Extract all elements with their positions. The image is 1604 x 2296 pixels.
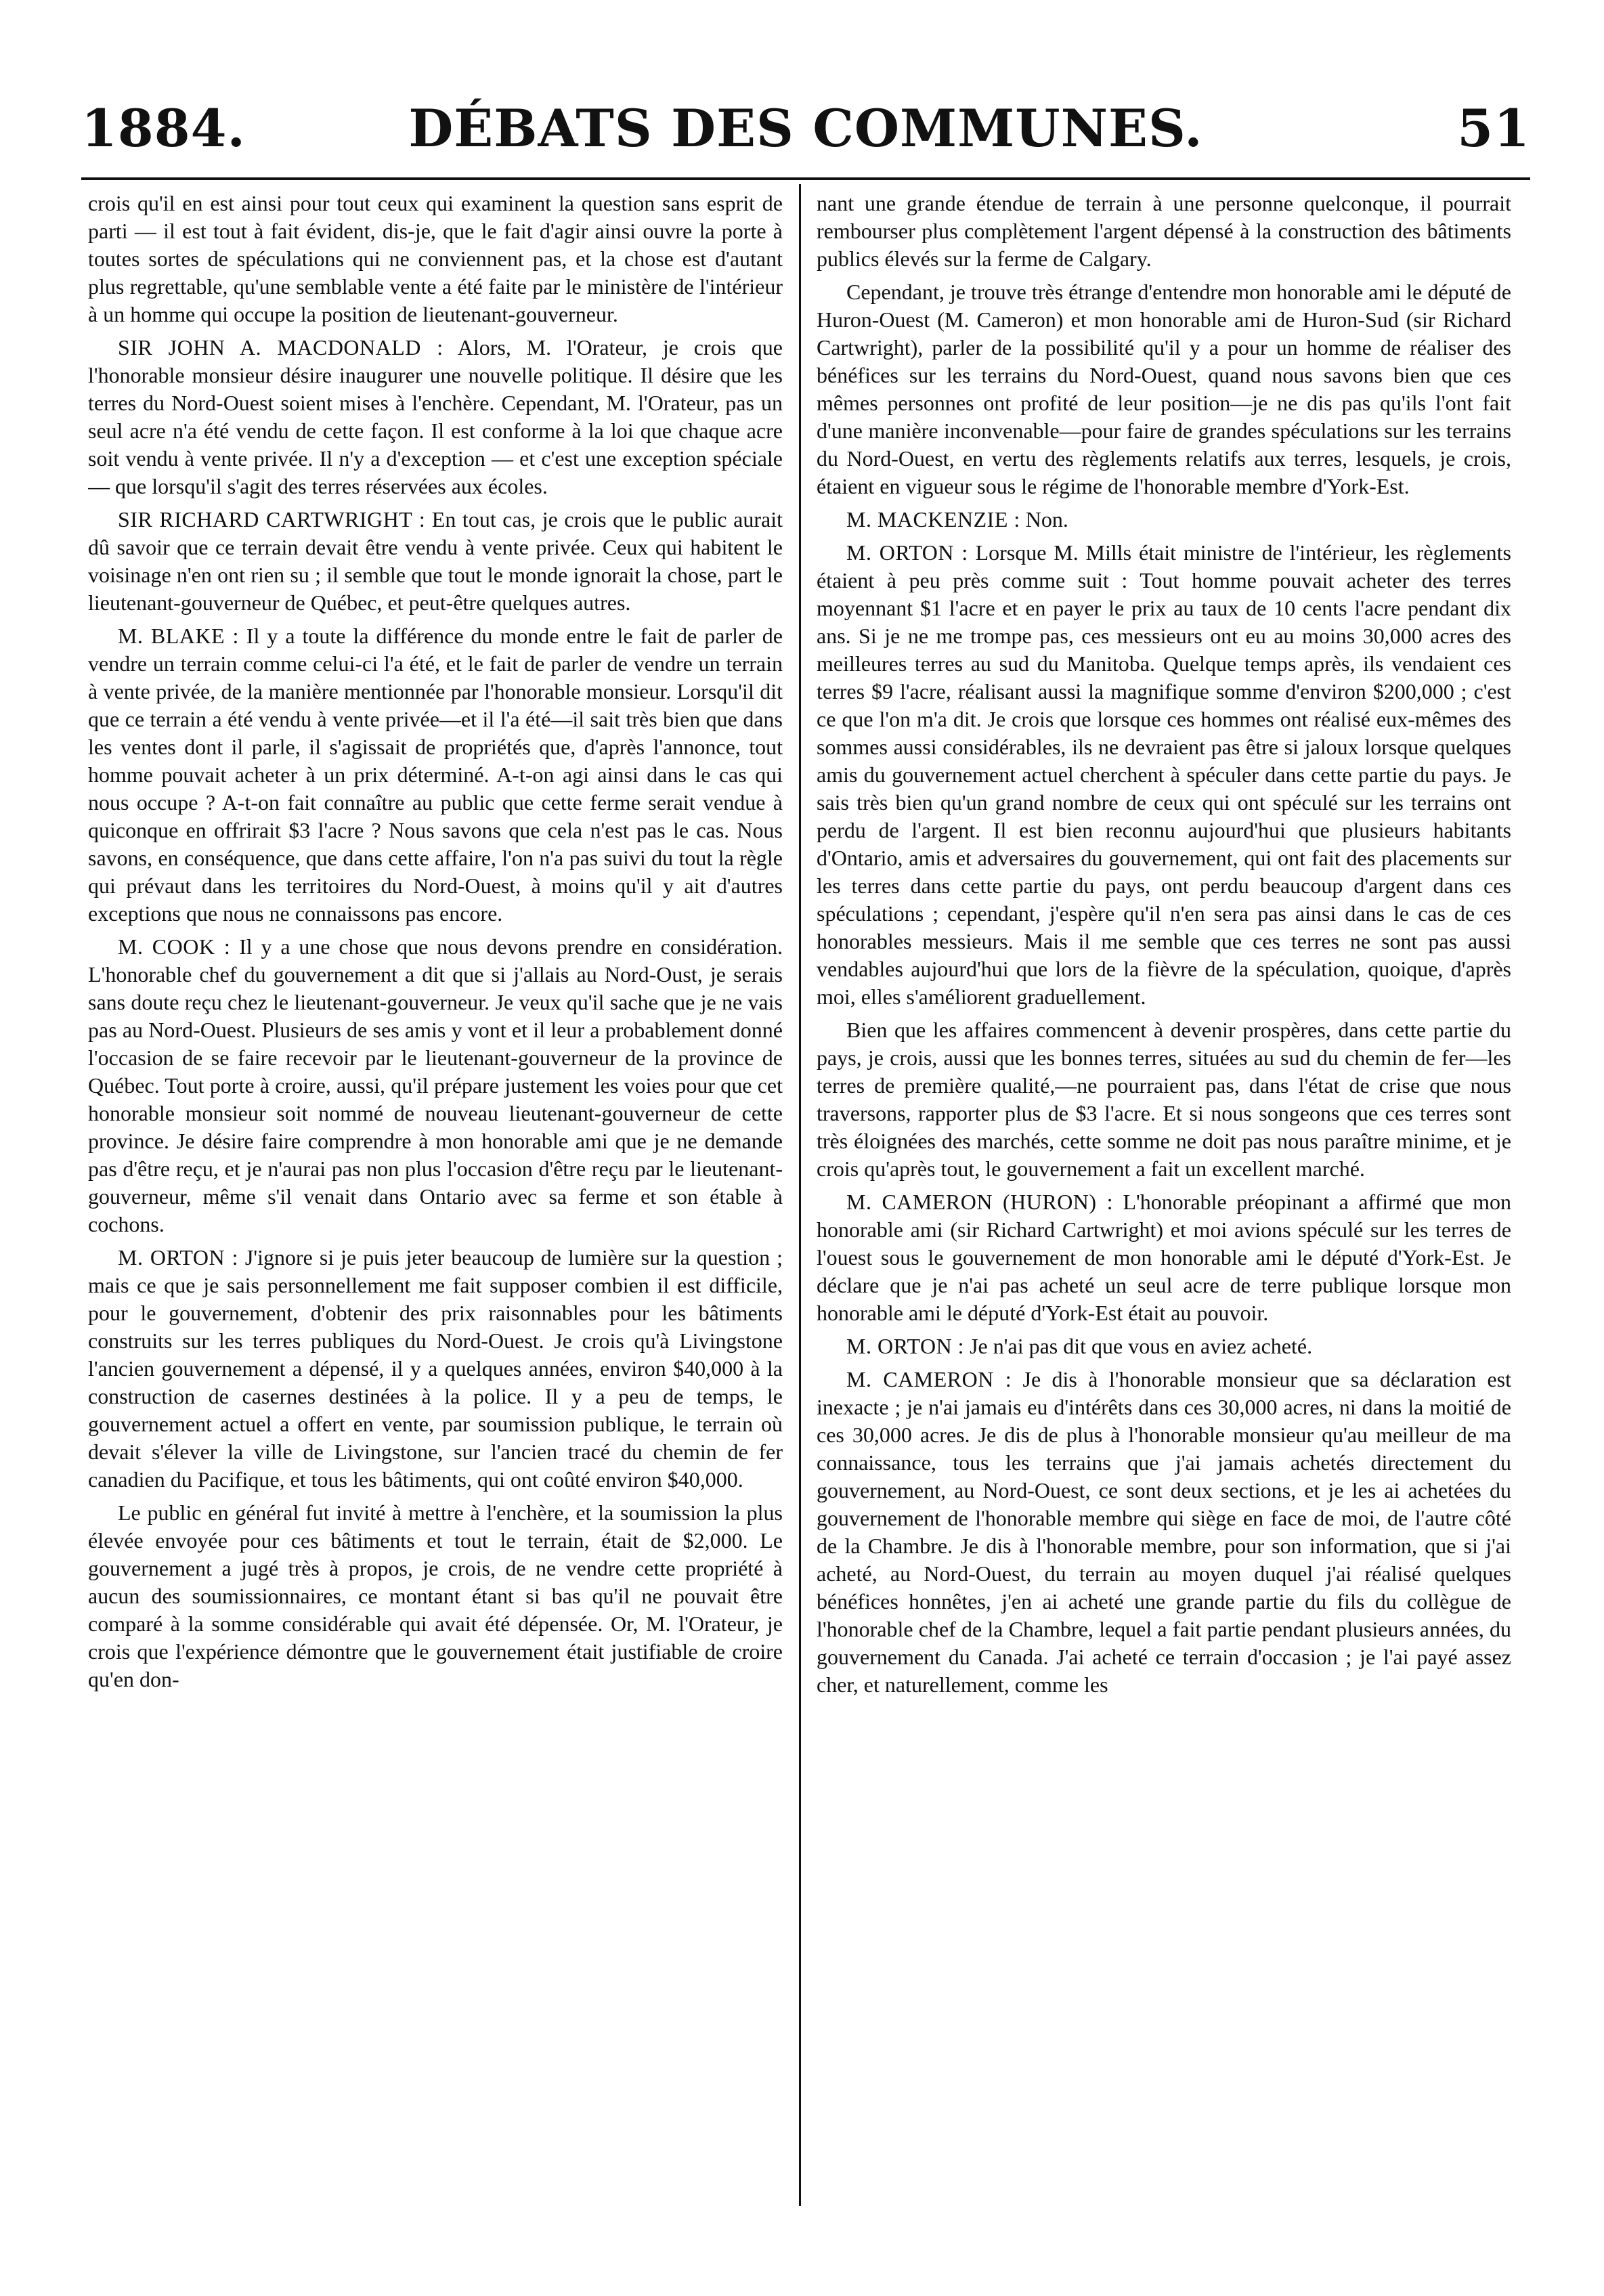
paragraph <box>88 334 783 500</box>
paragraph <box>88 506 783 617</box>
paragraph <box>88 622 783 928</box>
speech-text: J'ignore si je puis jeter beaucoup de lumière sur la question ; mais ce que je sais personnellement me fait supposer combien il est difficile, pour le gouvernement, d'obtenir des prix raisonnables pour les bâtiments construits sur les terres publiques du Nord-Ouest. Je crois qu'à Livingstone l'ancien gouvernement a dépensé, il y a quelques années, environ $40,000 à la construction de casernes destinées à la police. Il y a peu de temps, le gouvernement actuel a offert en vente, par soumission publique, le terrain où devait s'élever la ville de Livingstone, sur l'ancien tracé du chemin de fer canadien du Pacifique, et tous les bâtiments, qui ont coûté environ $40,000. <box>88 1245 783 1492</box>
paragraph <box>817 506 1511 534</box>
speaker-name: M. ORTON : <box>846 1334 965 1358</box>
speech-text: Alors, M. l'Orateur, je crois que l'honorable monsieur désire inaugurer une nouvelle politique. Il désire que les terres du Nord-Ouest soient mises à l'enchère. Cependant, M. l'Orateur, pas un seul acre n'a été vendu de cette façon. Il est conforme à la loi que chaque acre soit vendu à vente privée. Il n'y a d'exception — et c'est une exception spéciale — que lorsqu'il s'agit des terres réservées aux écoles. <box>88 335 783 498</box>
speech-text: Lorsque M. Mills était ministre de l'intérieur, les règlements étaient à peu près comme suit : Tout homme pouvait acheter des terres moyennant $1 l'acre et en payer le prix au taux de 10 cents l'acre pendant dix ans. Si je ne me trompe pas, ces messieurs ont eu au moins 30,000 acres des meilleures terres au sud du Manitoba. Quelque temps après, ils vendaient ces terres $9 l'acre, réalisant aussi la magnifique somme d'environ $200,000 ; c'est ce que l'on m'a dit. Je crois que lorsque ces hommes ont réalisé eux-mêmes des sommes aussi considérables, ils ne devraient pas être si jaloux lorsque quelques amis du gouvernement actuel cherchent à spéculer dans cette partie du pays. Je sais très bien qu'un grand nombre de ceux qui ont spéculé sur les terrains ont perdu de l'argent. Il est bien reconnu aujourd'hui que plusieurs habitants d'Ontario, amis et adversaires du gouvernement, qui ont fait des placements sur les terres dans cette partie du pays, ont perdu beaucoup d'argent dans ces spéculations ; cependant, j'espère qu'il n'en sera pas ainsi dans le cas de ces honorables messieurs. Mais il me semble que ces terres ne sont pas aussi vendables aujourd'hui que lors de la fièvre de la spéculation, quoique, d'après moi, elles s'améliorent graduellement. <box>817 540 1511 1009</box>
speech-text: crois qu'il en est ainsi pour tout ceux qui examinent la question sans esprit de parti — il est tout à fait évident, dis-je, que le fait d'agir ainsi ouvre la porte à toutes sortes de spéculations qui ne conviennent pas, et la chose est d'autant plus regrettable, qu'une semblable vente a été faite par le ministère de l'intérieur à un homme qui occupe la position de lieutenant-gouverneur. <box>88 191 783 326</box>
speech-text: Bien que les affaires commencent à devenir prospères, dans cette partie du pays, je crois, aussi que les bonnes terres, situées au sud du chemin de fer—les terres de première qualité,—ne pourraient pas, dans l'état de crise que nous traversons, rapporter plus de $3 l'acre. Et si nous songeons que ces terres sont très éloignées des marchés, cette somme ne doit pas nous paraître minime, et je crois qu'après tout, le gouvernement a fait un excellent marché. <box>817 1018 1511 1181</box>
header-rule <box>81 177 1530 180</box>
speaker-name: M. BLAKE : <box>118 624 239 648</box>
speech-text: En tout cas, je crois que le public aurait dû savoir que ce terrain devait être vendu à vente privée. Ceux qui habitent le voisinage n'en ont rien su ; il semble que tout le monde ignorait la chose, part le lieutenant-gouverneur de Québec, et peut-être quelques autres. <box>88 507 783 615</box>
speaker-name: M. ORTON : <box>118 1245 238 1270</box>
paragraph <box>817 539 1511 1011</box>
speaker-name: M. ORTON : <box>846 540 968 565</box>
header-title: DÉBATS DES COMMUNES. <box>408 98 1203 158</box>
speech-text: Je dis à l'honorable monsieur que sa déclaration est inexacte ; je n'ai jamais eu d'intérêts dans ces 30,000 acres, ni dans la moitié de ces 30,000 acres. Je dis de plus à l'honorable monsieur qu'au meilleur de ma connaissance, tous les terrains que j'ai jamais achetés directement du gouvernement, au Nord-Ouest, ce sont deux sections, et je les ai achetées du gouvernement de l'honorable membre qui siège en face de moi, de l'autre côté de la Chambre. Je dis à l'honorable membre, pour son information, que si j'ai acheté, au Nord-Ouest, du terrain au moyen duquel j'ai réalisé quelques bénéfices honnêtes, j'en ai acheté une grande partie du fils du collègue de l'honorable chef de la Chambre, lequel a fait partie pendant plusieurs années, du gouvernement du Canada. J'ai acheté ce terrain d'occasion ; je l'ai payé assez cher, et naturellement, comme les <box>817 1367 1511 1697</box>
speaker-name: M. CAMERON : <box>846 1367 1012 1391</box>
speaker-name: SIR JOHN A. MACDONALD : <box>118 335 443 360</box>
speech-text: Cependant, je trouve très étrange d'entendre mon honorable ami le député de Huron-Ouest (M. Cameron) et mon honorable ami de Huron-Sud (sir Richard Cartwright), parler de la possibilité qu'il y a pour un homme de réaliser des bénéfices sur les terrains du Nord-Ouest, quand nous savons bien que ces mêmes personnes ont profité de leur position—je ne dis pas qu'ils l'ont fait d'une manière inconvenable—pour faire de grandes spéculations sur les terrains du Nord-Ouest, en vertu des règlements relatifs aux terres, lesquels, je crois, étaient en vigueur sous le régime de l'honorable membre d'York-Est. <box>817 280 1511 498</box>
paragraph <box>88 1244 783 1494</box>
paragraph <box>817 278 1511 500</box>
paragraph <box>88 1499 783 1693</box>
speaker-name: SIR RICHARD CARTWRIGHT : <box>118 507 426 532</box>
paragraph <box>817 1016 1511 1183</box>
speech-text: L'honorable préopinant a affirmé que mon honorable ami (sir Richard Cartwright) et moi avions spéculé sur les terres de l'ouest sous le gouvernement de mon honorable ami le député d'York-Est. Je déclare que je n'ai pas acheté un seul acre de terre publique lorsque mon honorable ami le député d'York-Est était au pouvoir. <box>817 1190 1511 1325</box>
paragraph <box>817 1188 1511 1327</box>
paragraph <box>817 190 1511 273</box>
speech-text: Non. <box>1020 507 1068 532</box>
speech-text: Je n'ai pas dit que vous en aviez acheté. <box>964 1334 1313 1358</box>
speaker-name: M. COOK : <box>118 934 231 959</box>
header-page-number: 51 <box>1457 98 1530 158</box>
left-column <box>88 190 783 2207</box>
column-divider <box>799 184 801 2206</box>
paragraph <box>88 933 783 1238</box>
paragraph <box>817 1333 1511 1360</box>
speech-text: Il y a une chose que nous devons prendre en considération. L'honorable chef du gouvernement a dit que si j'allais au Nord-Oust, je serais sans doute reçu chez le lieutenant-gouverneur. Je veux qu'il sache que je ne vais pas au Nord-Ouest. Plusieurs de ses amis y vont et il leur a probablement donné l'occasion de se faire recevoir par le lieutenant-gouverneur de la province de Québec. Tout porte à croire, aussi, qu'il prépare justement les voies pour que cet honorable monsieur soit nommé de nouveau lieutenant-gouverneur de cette province. Je désire faire comprendre à mon honorable ami que je ne demande pas d'être reçu, et je n'aurai pas non plus l'occasion d'être reçu par le lieutenant-gouverneur, même s'il venait dans Ontario avec sa ferme et son étable à cochons. <box>88 934 783 1236</box>
paragraph <box>817 1366 1511 1699</box>
header-year: 1884. <box>81 98 246 158</box>
paragraph <box>88 190 783 328</box>
speaker-name: M. MACKENZIE : <box>846 507 1020 532</box>
speech-text: nant une grande étendue de terrain à une personne quelconque, il pourrait rembourser plus complètement l'argent dépensé à la construction des bâtiments publics élevés sur la ferme de Calgary. <box>817 191 1511 271</box>
right-column <box>817 190 1511 2207</box>
speech-text: Le public en général fut invité à mettre à l'enchère, et la soumission la plus élevée envoyée pour ces bâtiments et tout le terrain, était de $2,000. Le gouvernement a jugé très à propos, je crois, de ne vendre cette propriété à aucun des soumissionnaires, ce montant étant si bas qu'il ne pouvait être comparé à la somme considérable qui avait été dépensée. Or, M. l'Orateur, je crois que l'expérience démontre que le gouvernement était justifiable de croire qu'en don- <box>88 1500 783 1691</box>
speech-text: Il y a toute la différence du monde entre le fait de parler de vendre un terrain comme celui-ci l'a été, et le fait de parler de vendre un terrain à vente privée, de la manière mentionnée par l'honorable monsieur. Lorsqu'il dit que ce terrain a été vendu à vente privée—et il l'a été—il sait très bien que dans les ventes dont il parle, il s'agissait de propriétés que, d'après l'annonce, tout homme pouvait acheter à un prix déterminé. A-t-on agi ainsi dans le cas qui nous occupe ? A-t-on fait connaître au public que cette ferme serait vendue à quiconque en offrirait $3 l'acre ? Nous savons que cela n'est pas le cas. Nous savons, en conséquence, que dans cette affaire, l'on n'a pas suivi du tout la règle qui prévaut dans les territoires du Nord-Ouest, à moins qu'il y ait d'autres exceptions que nous ne connaissons pas encore. <box>88 624 783 926</box>
page-header <box>81 95 1530 176</box>
speaker-name: M. CAMERON (HURON) : <box>846 1190 1113 1214</box>
